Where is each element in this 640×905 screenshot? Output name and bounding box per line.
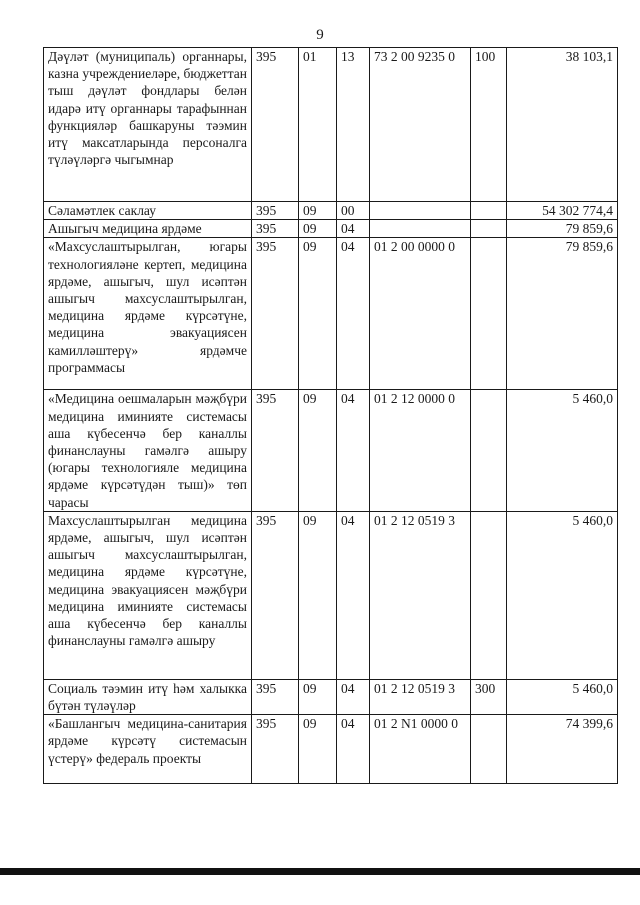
- subsection-code: 13: [337, 48, 370, 202]
- section-code: 09: [299, 715, 337, 784]
- expense-type-code: 100: [471, 48, 507, 202]
- amount-value: 5 460,0: [507, 390, 618, 511]
- budget-table: [43, 47, 618, 784]
- ministry-code: 395: [252, 390, 299, 511]
- expense-type-code: [471, 220, 507, 238]
- ministry-code: 395: [252, 679, 299, 714]
- ministry-code: 395: [252, 511, 299, 679]
- expense-type-code: [471, 511, 507, 679]
- page-number: 9: [316, 27, 324, 43]
- row-name: «Медицина оешмаларын мәҗбүри медицина иминияте системасы аша күбесенчә бер каналлы финанслауны гамәлгә ашыру (югары технологияле медицина ярдәме күрсәтүдән тыш)» төп чарасы: [44, 390, 252, 511]
- table-row: [44, 511, 618, 679]
- table-row: [44, 220, 618, 238]
- section-code: 09: [299, 238, 337, 390]
- amount-value: 79 859,6: [507, 220, 618, 238]
- target-article-code: 01 2 N1 0000 0: [370, 715, 471, 784]
- row-name: Дәүләт (муниципаль) органнары, казна учреждениеләре, бюджеттан тыш дәүләт фондлары белән идарә итү органнары тарафыннан функцияләр башкаруны тәэмин итү максатларында персоналга түләүләргә чыгымнар: [44, 48, 252, 202]
- ministry-code: 395: [252, 220, 299, 238]
- section-code: 01: [299, 48, 337, 202]
- subsection-code: 04: [337, 220, 370, 238]
- row-name: Махсуслаштырылган медицина ярдәме, ашыгыч, шул исәптән ашыгыч махсуслаштырылган, медицина ярдәме күрсәтүне, медицина эвакуациясен мәҗбүри медицина иминияте системасы аша күбесенчә бер каналлы финанслауны гамәлгә ашыру: [44, 511, 252, 679]
- section-code: 09: [299, 390, 337, 511]
- row-name: Ашыгыч медицина ярдәме: [44, 220, 252, 238]
- target-article-code: 01 2 00 0000 0: [370, 238, 471, 390]
- table-row: [44, 390, 618, 511]
- subsection-code: 04: [337, 679, 370, 714]
- amount-value: 74 399,6: [507, 715, 618, 784]
- subsection-code: 04: [337, 238, 370, 390]
- table-row: [44, 238, 618, 390]
- section-code: 09: [299, 511, 337, 679]
- section-code: 09: [299, 220, 337, 238]
- subsection-code: 04: [337, 390, 370, 511]
- subsection-code: 04: [337, 511, 370, 679]
- row-name: «Махсуслаштырылган, югары технологияләне кертеп, медицина ярдәме, ашыгыч, шул исәптән ашыгыч махсуслаштырылган, медицина ярдәме күрсәтүне, медицина эвакуациясен камилләштерү» ярдәмче программасы: [44, 238, 252, 390]
- table-row: [44, 48, 618, 202]
- target-article-code: 01 2 12 0519 3: [370, 679, 471, 714]
- amount-value: 5 460,0: [507, 679, 618, 714]
- row-name: Социаль тәэмин итү һәм халыкка бүтән түләүләр: [44, 679, 252, 714]
- expense-type-code: 300: [471, 679, 507, 714]
- expense-type-code: [471, 238, 507, 390]
- expense-type-code: [471, 715, 507, 784]
- target-article-code: [370, 220, 471, 238]
- target-article-code: 01 2 12 0519 3: [370, 511, 471, 679]
- row-name: «Башлангыч медицина-санитария ярдәме күрсәтү системасын үстерү» федераль проекты: [44, 715, 252, 784]
- amount-value: 38 103,1: [507, 48, 618, 202]
- target-article-code: 01 2 12 0000 0: [370, 390, 471, 511]
- subsection-code: 04: [337, 715, 370, 784]
- scan-edge-bar: [0, 868, 640, 875]
- ministry-code: 395: [252, 238, 299, 390]
- table-row: [44, 202, 618, 220]
- subsection-code: 00: [337, 202, 370, 220]
- row-name: Сәламәтлек саклау: [44, 202, 252, 220]
- target-article-code: 73 2 00 9235 0: [370, 48, 471, 202]
- section-code: 09: [299, 679, 337, 714]
- ministry-code: 395: [252, 715, 299, 784]
- table-row: [44, 679, 618, 714]
- amount-value: 54 302 774,4: [507, 202, 618, 220]
- ministry-code: 395: [252, 48, 299, 202]
- expense-type-code: [471, 390, 507, 511]
- ministry-code: 395: [252, 202, 299, 220]
- amount-value: 5 460,0: [507, 511, 618, 679]
- expense-type-code: [471, 202, 507, 220]
- target-article-code: [370, 202, 471, 220]
- amount-value: 79 859,6: [507, 238, 618, 390]
- section-code: 09: [299, 202, 337, 220]
- table-row: [44, 715, 618, 784]
